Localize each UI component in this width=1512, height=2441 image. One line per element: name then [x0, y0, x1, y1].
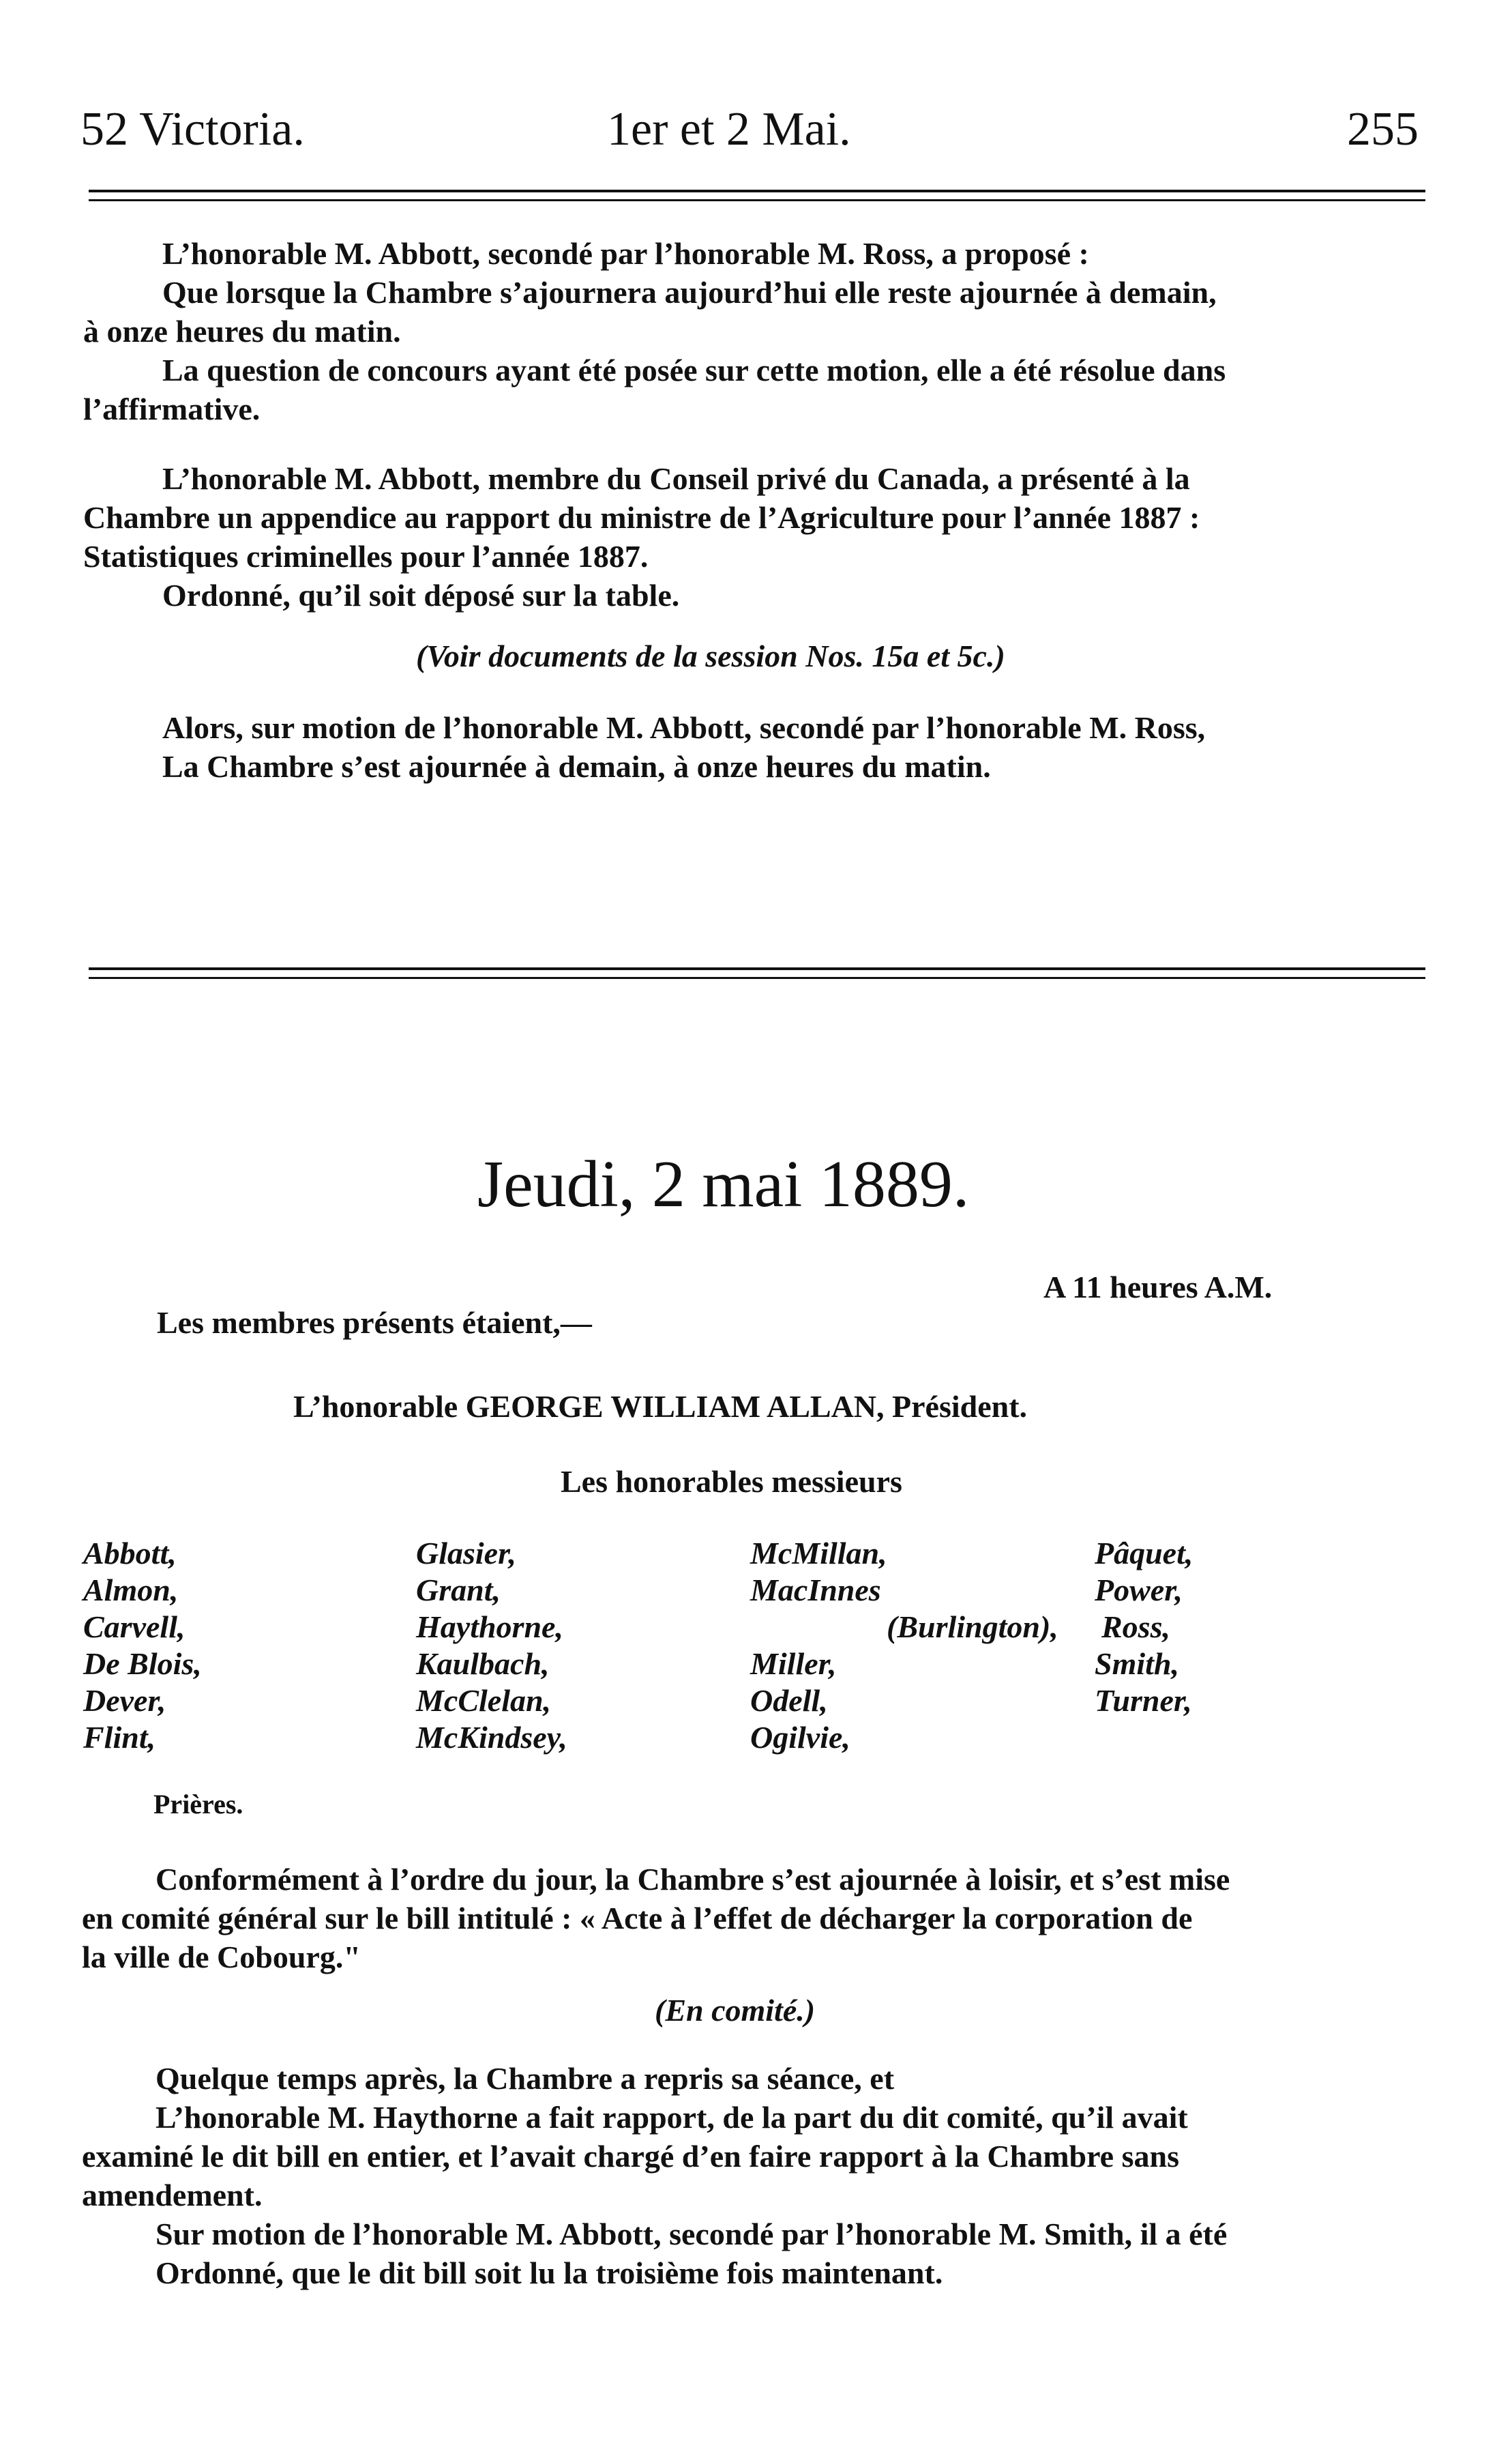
page-number: 255	[1347, 103, 1419, 156]
text-line: L’honorable M. Haythorne a fait rapport, de la part du dit comité, qu’il avait	[155, 2100, 1188, 2135]
section-rule-top	[89, 967, 1425, 970]
member-name: Ogilvie,	[750, 1720, 850, 1755]
session-time: A 11 heures A.M.	[1043, 1270, 1273, 1304]
member-name: Glasier,	[416, 1536, 516, 1570]
member-name: Almon,	[83, 1573, 179, 1607]
text-line: Conformément à l’ordre du jour, la Chambre s’est ajournée à loisir, et s’est mise	[155, 1862, 1230, 1897]
member-name: Miller,	[750, 1646, 837, 1681]
member-name: Flint,	[83, 1720, 156, 1755]
text-line: Alors, sur motion de l’honorable M. Abbott, secondé par l’honorable M. Ross,	[162, 710, 1206, 745]
members-intro: Les membres présents étaient,—	[157, 1305, 592, 1340]
session-title: Jeudi, 2 mai 1889.	[477, 1148, 970, 1221]
member-name: Odell,	[750, 1683, 828, 1718]
text-line: Statistiques criminelles pour l’année 1887.	[83, 539, 649, 574]
text-line: Que lorsque la Chambre s’ajournera aujourd’hui elle reste ajournée à demain,	[162, 275, 1217, 310]
text-line: La question de concours ayant été posée sur cette motion, elle a été résolue dans	[162, 353, 1226, 388]
member-name: Grant,	[416, 1573, 501, 1607]
member-name: Ross,	[1101, 1609, 1170, 1644]
section-rule-bottom	[89, 977, 1425, 979]
member-name: Turner,	[1095, 1683, 1192, 1718]
text-line: L’honorable M. Abbott, secondé par l’honorable M. Ross, a proposé :	[162, 236, 1089, 271]
in-committee-label: (En comité.)	[655, 1993, 816, 2028]
member-name: Kaulbach,	[416, 1646, 550, 1681]
text-line: L’honorable M. Abbott, membre du Conseil privé du Canada, a présenté à la	[162, 461, 1190, 496]
prayers-heading: Prières.	[153, 1789, 243, 1819]
documents-reference: (Voir documents de la session Nos. 15a et 5c.)	[416, 639, 1005, 673]
member-name: McKindsey,	[416, 1720, 567, 1755]
header-rule-top	[89, 190, 1425, 192]
text-line: la ville de Cobourg."	[82, 1940, 361, 1974]
running-head-center: 1er et 2 Mai.	[607, 103, 851, 156]
text-line: amendement.	[82, 2178, 263, 2212]
text-line: examiné le dit bill en entier, et l’avait chargé d’en faire rapport à la Chambre sans	[82, 2139, 1179, 2174]
running-head-left: 52 Victoria.	[80, 103, 305, 156]
member-name: De Blois,	[83, 1646, 202, 1681]
member-name: (Burlington),	[887, 1609, 1058, 1644]
header-rule-bottom	[89, 199, 1425, 201]
text-line: Ordonné, que le dit bill soit lu la troisième fois maintenant.	[155, 2255, 943, 2290]
member-name: McClelan,	[416, 1683, 552, 1718]
text-line: l’affirmative.	[83, 392, 261, 426]
member-name: McMillan,	[750, 1536, 887, 1570]
text-line: Ordonné, qu’il soit déposé sur la table.	[162, 578, 680, 613]
text-line: Chambre un appendice au rapport du ministre de l’Agriculture pour l’année 1887 :	[83, 500, 1200, 535]
member-name: Haythorne,	[416, 1609, 563, 1644]
member-name: Power,	[1095, 1573, 1183, 1607]
text-line: en comité général sur le bill intitulé : « Acte à l’effet de décharger la corporation de	[82, 1901, 1193, 1935]
text-line: à onze heures du matin.	[83, 314, 401, 349]
honorables-heading: Les honorables messieurs	[561, 1464, 902, 1499]
member-name: Carvell,	[83, 1609, 186, 1644]
text-line: La Chambre s’est ajournée à demain, à onze heures du matin.	[162, 749, 991, 784]
president-line: L’honorable GEORGE WILLIAM ALLAN, Président.	[293, 1389, 1028, 1424]
member-name: Abbott,	[83, 1536, 177, 1570]
text-line: Sur motion de l’honorable M. Abbott, secondé par l’honorable M. Smith, il a été	[155, 2217, 1228, 2251]
text-line: Quelque temps après, la Chambre a repris sa séance, et	[155, 2061, 895, 2096]
member-name: Smith,	[1095, 1646, 1180, 1681]
member-name: Pâquet,	[1095, 1536, 1194, 1570]
member-name: MacInnes	[750, 1573, 881, 1607]
member-name: Dever,	[83, 1683, 166, 1718]
